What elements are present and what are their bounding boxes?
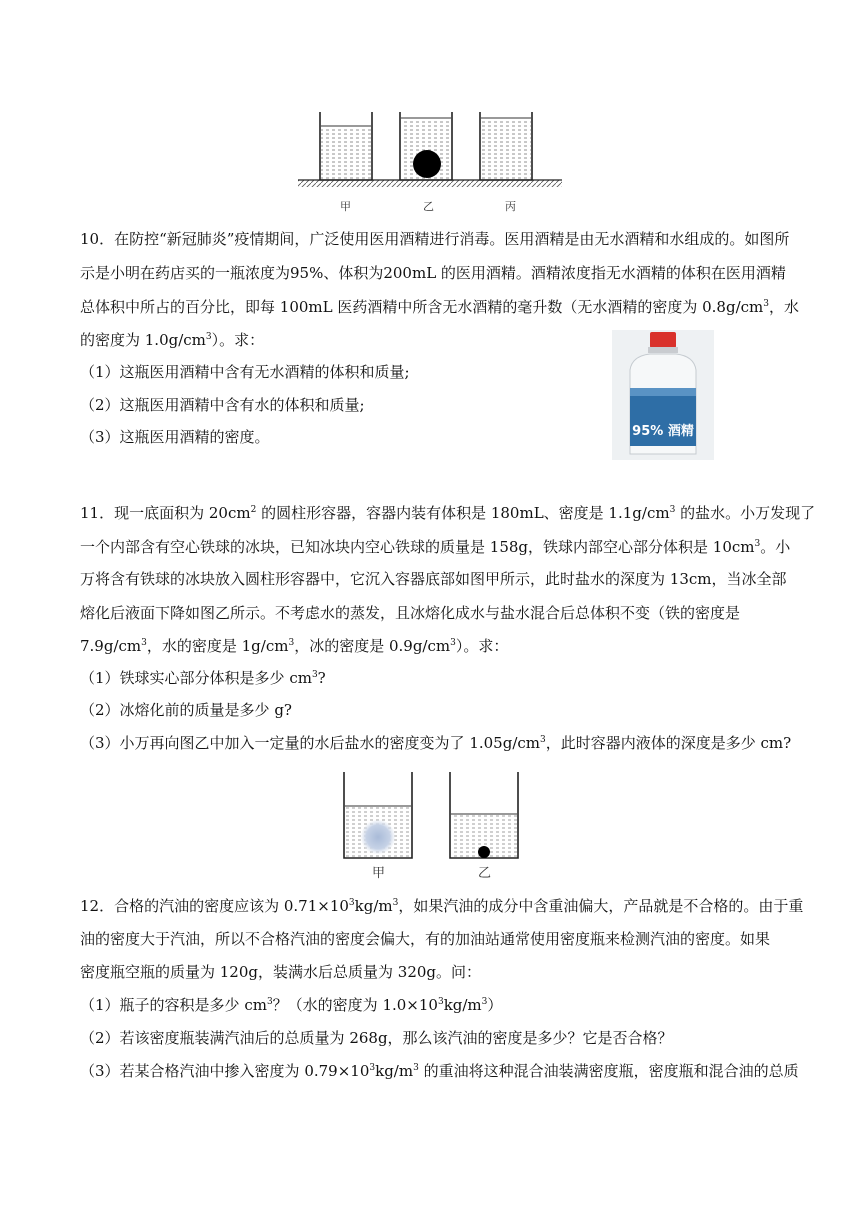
q10-sub-1: （1）这瓶医用酒精中含有无水酒精的体积和质量; (80, 363, 410, 381)
q11-line-3: 万将含有铁球的冰块放入圆柱形容器中，它沉入容器底部如图甲所示，此时盐水的深度为 13cm，当冰全部 (80, 570, 787, 588)
q11-sub-3: （3）小万再向图乙中加入一定量的水后盐水的密度变为了 $1.05g/cm^3$，此时容器内液体的深度是多少 cm? (80, 734, 792, 752)
figure-label-jia: 甲 (340, 200, 351, 213)
q11-line-2: 一个内部含有空心铁球的冰块，已知冰块内空心铁球的质量是 158g，铁球内部空心部分体积是 $10cm^3$。小 (80, 538, 791, 556)
q11-line-1: 11．现一底面积为 $20cm^2$ 的圆柱形容器，容器内装有体积是 180mL、密度是 $1.1g/cm^3$ 的盐水。小万发现了 (80, 504, 816, 522)
q12-sub-2: （2）若该密度瓶装满汽油后的总质量为 268g，那么该汽油的密度是多少？它是否合格？ (80, 1029, 673, 1047)
q12-sub-1: （1）瓶子的容积是多少 $cm^3$？（水的密度为 $1.0\times 10^3kg/m^3$） (80, 996, 503, 1014)
q10-line-4: 的密度为 $1.0g/cm^3$）。求： (80, 331, 265, 349)
q12-line-1: 12．合格的汽油的密度应该为 $0.71\times 10^3kg/m^3$，如果汽油的成分中含重油偏大，产品就是不合格的。由于重 (80, 897, 804, 915)
figure-label-bing: 丙 (505, 200, 516, 213)
q12-line-2: 油的密度大于汽油，所以不合格汽油的密度会偏大，有的加油站通常使用密度瓶来检测汽油的密度。如果 (80, 930, 771, 948)
figure-label-yi-q11: 乙 (478, 866, 492, 881)
q10-line-1: 10．在防控“新冠肺炎”疫情期间，广泛使用医用酒精进行消毒。医用酒精是由无水酒精和水组成的。如图所 (80, 230, 790, 248)
q11-sub-2: （2）冰熔化前的质量是多少 g? (80, 701, 292, 719)
q12-sub-3: （3）若某合格汽油中掺入密度为 $0.79\times 10^3kg/m^3$ 的重油将这种混合油装满密度瓶，密度瓶和混合油的总质 (80, 1062, 799, 1080)
q11-line-5: $7.9g/cm^3$，水的密度是 $1g/cm^3$，冰的密度是 $0.9g/cm^3$）。求： (80, 637, 509, 655)
figure-label-jia-q11: 甲 (372, 866, 386, 881)
figure-label-yi: 乙 (423, 200, 434, 213)
q12-line-3: 密度瓶空瓶的质量为 120g，装满水后总质量为 320g。问： (80, 963, 482, 981)
q10-sub-3: （3）这瓶医用酒精的密度。 (80, 428, 270, 446)
q11-sub-1: （1）铁球实心部分体积是多少 $cm^3$? (80, 669, 326, 687)
bottle-label-text: 95% 酒精 (632, 424, 694, 439)
q10-line-3: 总体积中所占的百分比，即每 100mL 医药酒精中所含无水酒精的毫升数（无水酒精的密度为 $0.8g/cm^3$，水 (80, 298, 800, 316)
q10-sub-2: （2）这瓶医用酒精中含有水的体积和质量; (80, 396, 365, 414)
alcohol-bottle-photo (612, 330, 714, 460)
containers-figure-q11 (340, 770, 522, 862)
q10-line-2: 示是小明在药店买的一瓶浓度为95%、体积为200mL 的医用酒精。酒精浓度指无水酒精的体积在医用酒精 (80, 264, 786, 282)
q11-line-4: 熔化后液面下降如图乙所示。不考虑水的蒸发，且冰熔化成水与盐水混合后总体积不变（铁的密度是 (80, 604, 741, 622)
